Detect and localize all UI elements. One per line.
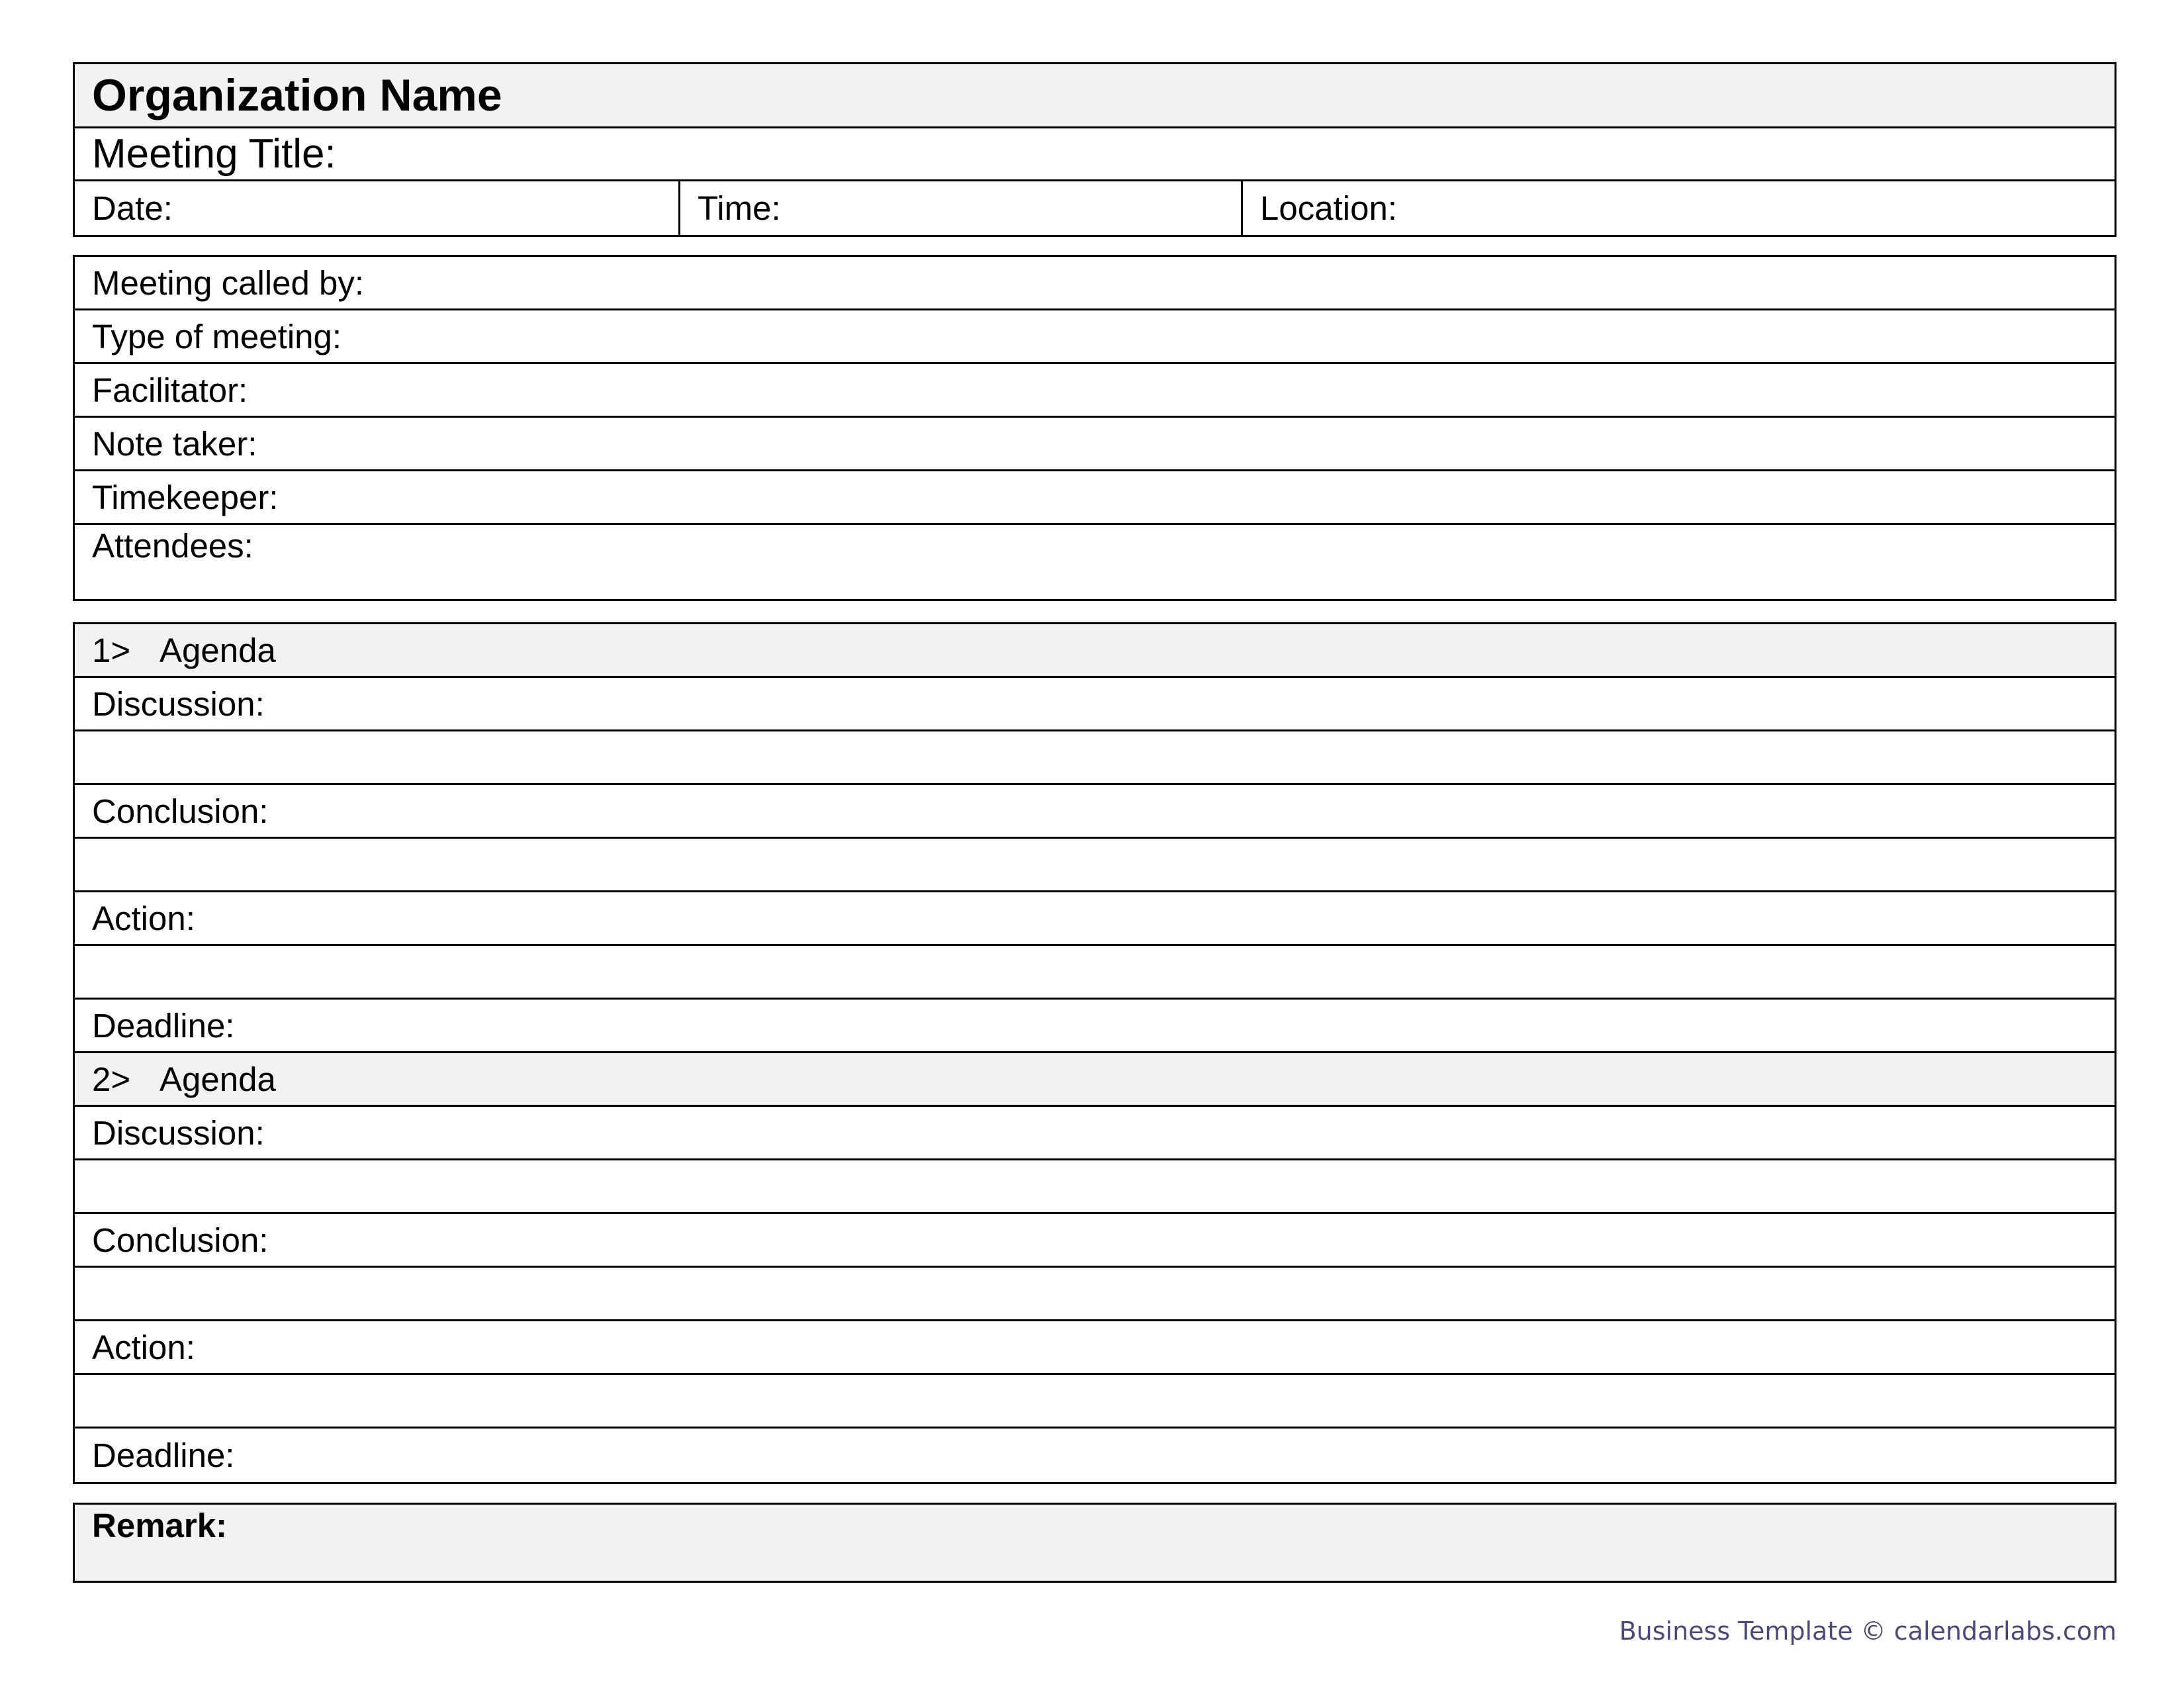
details-block	[73, 255, 2116, 601]
date-time-location-row	[75, 181, 2115, 235]
called-by-label: Meeting called by:	[92, 263, 365, 302]
deadline-label-1: Deadline:	[92, 1006, 235, 1045]
conclusion-input-2[interactable]	[75, 1268, 2115, 1321]
time-field[interactable]	[678, 181, 1241, 235]
attendees-field[interactable]	[75, 525, 2115, 599]
conclusion-label-1: Conclusion:	[92, 792, 269, 830]
footer-credit: Business Template © calendarlabs.com	[1619, 1617, 2116, 1646]
action-label-row-1	[75, 892, 2115, 946]
date-label: Date:	[92, 189, 173, 227]
remark-field[interactable]	[75, 1505, 2115, 1581]
note-taker-field[interactable]	[75, 418, 2115, 471]
called-by-field[interactable]	[75, 257, 2115, 310]
action-input-2[interactable]	[75, 1375, 2115, 1429]
action-label-row-2	[75, 1321, 2115, 1375]
deadline-field-2[interactable]	[75, 1429, 2115, 1482]
meeting-minutes-form	[73, 62, 2116, 1583]
discussion-input-2[interactable]	[75, 1160, 2115, 1214]
meeting-type-label: Type of meeting:	[92, 317, 342, 355]
facilitator-field[interactable]	[75, 364, 2115, 418]
remark-label: Remark:	[92, 1507, 228, 1544]
facilitator-label: Facilitator:	[92, 371, 248, 409]
agenda-number-1: 1>	[92, 631, 131, 669]
action-label-2: Action:	[92, 1328, 195, 1366]
conclusion-input-1[interactable]	[75, 839, 2115, 892]
agenda-title-2: Agenda	[159, 1060, 276, 1098]
agenda-title-1: Agenda	[159, 631, 276, 669]
agenda-header-2[interactable]	[75, 1053, 2115, 1107]
meeting-type-field[interactable]	[75, 310, 2115, 364]
deadline-field-1[interactable]	[75, 1000, 2115, 1053]
attendees-label: Attendees:	[92, 527, 253, 565]
conclusion-label-row-2	[75, 1214, 2115, 1268]
action-label-1: Action:	[92, 899, 195, 937]
org-name-row[interactable]	[75, 64, 2115, 128]
deadline-label-2: Deadline:	[92, 1436, 235, 1474]
agenda-block	[73, 622, 2116, 1484]
timekeeper-label: Timekeeper:	[92, 478, 279, 516]
timekeeper-field[interactable]	[75, 471, 2115, 525]
action-input-1[interactable]	[75, 946, 2115, 1000]
remark-block	[73, 1503, 2116, 1583]
org-name: Organization Name	[92, 70, 502, 120]
location-label: Location:	[1260, 189, 1397, 227]
date-field[interactable]	[75, 181, 678, 235]
header-block	[73, 62, 2116, 237]
agenda-number-2: 2>	[92, 1060, 131, 1098]
conclusion-label-row-1	[75, 785, 2115, 839]
discussion-label-2: Discussion:	[92, 1113, 265, 1152]
discussion-label-1: Discussion:	[92, 684, 265, 723]
meeting-title-label: Meeting Title:	[92, 131, 336, 177]
meeting-title-row[interactable]	[75, 128, 2115, 181]
discussion-label-row-2	[75, 1107, 2115, 1160]
agenda-header-1[interactable]	[75, 624, 2115, 678]
conclusion-label-2: Conclusion:	[92, 1221, 269, 1259]
location-field[interactable]	[1241, 181, 2115, 235]
time-label: Time:	[698, 189, 781, 227]
discussion-input-1[interactable]	[75, 731, 2115, 785]
note-taker-label: Note taker:	[92, 424, 257, 463]
discussion-label-row-1	[75, 678, 2115, 731]
